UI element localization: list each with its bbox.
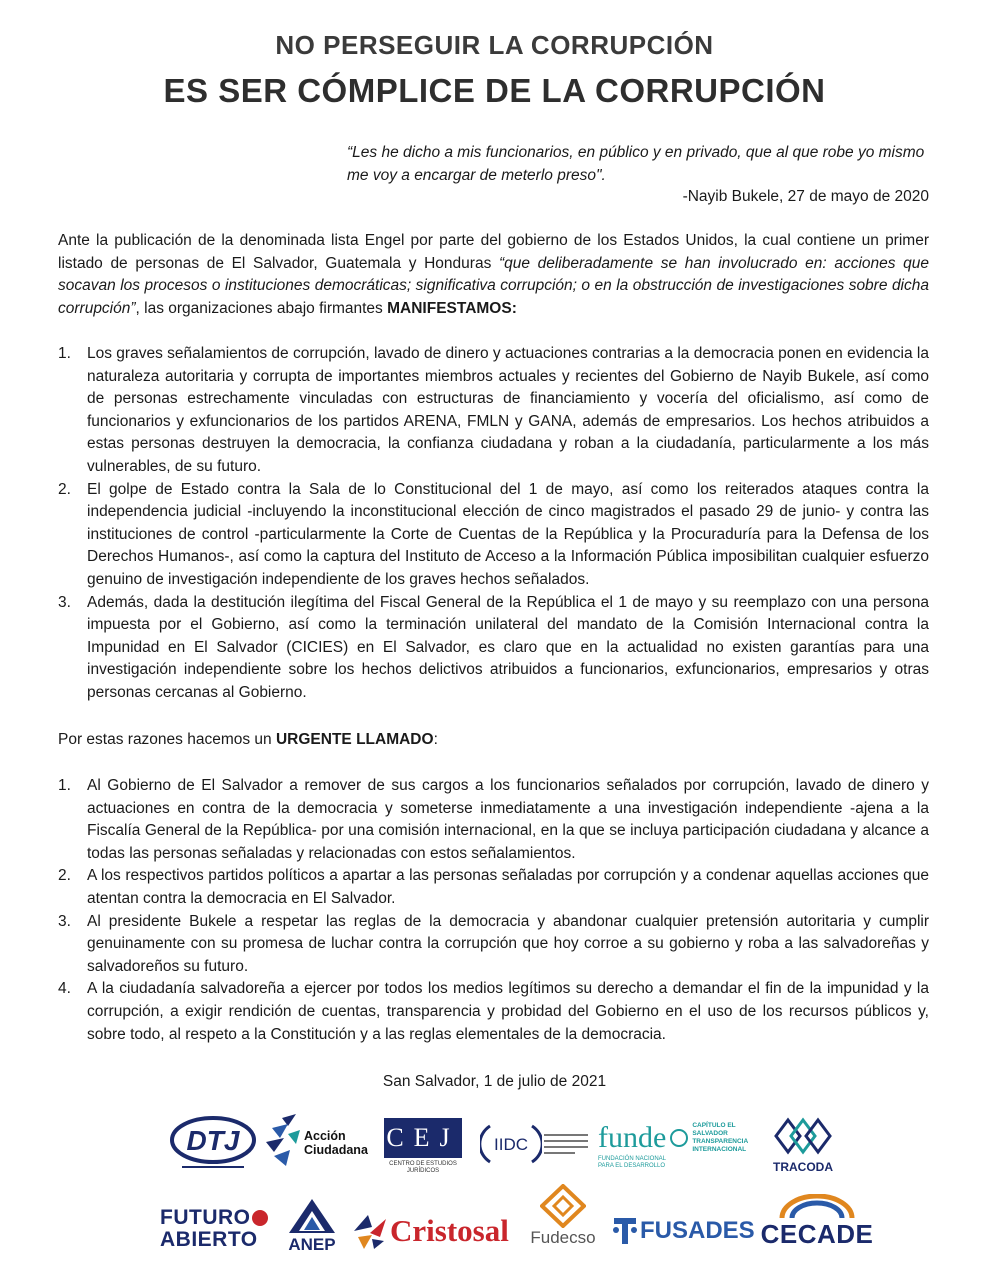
tracoda-text: TRACODA: [773, 1160, 833, 1174]
list-number: 2.: [58, 867, 71, 885]
cecade-text: CECADE: [760, 1219, 874, 1249]
cej-subtitle: CENTRO DE ESTUDIOS JURÍDICOS: [389, 1160, 457, 1174]
logo-accion-ciudadana: [262, 1110, 370, 1176]
logo-futuro-abierto: [160, 1204, 268, 1254]
call-paragraph: [58, 729, 929, 752]
list-item-text: Al Gobierno de El Salvador a remover de sus cargos a los funcionarios señalados por corrupción, lavado de dinero y actuaciones en contra de la democracia y someterse inmediatamente a una investigación independiente -ajena a la Fiscalía General de la República- por una comisión internacional, en la que se incluya participación ciudadana y alcance a todas las personas señaladas y relacionadas con estos señalamientos.: [87, 777, 929, 862]
cecade-sun-emblem: [772, 1194, 862, 1220]
list-item-text: A la ciudadanía salvadoreña a ejercer por todos los medios legítimos su derecho a demandar el fin de la impunidad y la corrupción, a exigir rendición de cuentas, transparencia y probidad del Gobierno en el uso de los recursos públicos y, sobre todo, al respeto a la Constitución y a las reglas elementales de la democracia.: [87, 980, 929, 1043]
logo-cej: [382, 1111, 464, 1181]
tracoda-emblem: [772, 1116, 834, 1160]
logo-tracoda: [766, 1112, 840, 1178]
logo-cristosal: [350, 1208, 516, 1254]
anep-text: ANEP: [288, 1235, 336, 1254]
list-item-text: Además, dada la destitución ilegítima del Fiscal General de la República el 1 de mayo y su reemplazo con una persona impuesta por el Gobierno, así como la terminación unilateral del mandato de la Comisión Internacional contra la Impunidad en El Salvador (CICIES) en El Salvador, es claro que en la actualidad no existen garantías para una investigación independiente sobre los hechos delictivos atribuidos a funcionarios, exfuncionarios, empresarios y otras personas cercanas al Gobierno.: [87, 593, 929, 701]
logo-dtj: [168, 1113, 258, 1175]
dtj-text: DTJ: [186, 1125, 240, 1156]
place-date: San Salvador, 1 de julio de 2021: [382, 1073, 607, 1090]
fudecso-emblem: [540, 1184, 586, 1228]
abierto-text: ABIERTO: [160, 1228, 258, 1251]
fudecso-text: Fudecso: [530, 1228, 596, 1247]
futuro-dot-icon: [252, 1210, 268, 1226]
list-number: 3.: [58, 912, 71, 930]
cristosal-emblem: [350, 1211, 388, 1251]
anep-emblem: [287, 1197, 337, 1235]
logo-cecade: [760, 1188, 874, 1254]
manifest-list: [58, 343, 929, 705]
list-item-text: Al presidente Bukele a respetar las reglas de la democracia y abandonar cualquier pretensión autoritaria y cumplir genuinamente con su promesa de luchar contra la corrupción que hoy corroe a su gobierno y roba a las salvadoreñas y salvadoreños su futuro.: [87, 912, 929, 975]
logo-iidc: [480, 1118, 590, 1170]
dtj-emblem: [168, 1113, 258, 1175]
call-bold: URGENTE LLAMADO: [275, 731, 434, 748]
intro-italic-quote: “que deliberadamente se han involucrado en: acciones que socavan los procesos o instituciones democráticas; significativa corrupción; o en la obstrucción de investigaciones sobre dicha corrupción”: [58, 254, 929, 317]
accion-line-2: Ciudadana: [304, 1143, 368, 1157]
list-number: 1.: [58, 345, 71, 362]
iidc-text: IIDC: [494, 1135, 528, 1154]
cej-boxes: [384, 1118, 462, 1158]
intro-manifestamos: MANIFESTAMOS:: [387, 299, 517, 317]
accion-ciudadana-emblem: [262, 1112, 302, 1174]
list-item: [58, 343, 929, 479]
cej-text: CEJ: [384, 1118, 462, 1158]
intro-paragraph: [58, 230, 929, 320]
list-number: 3.: [58, 593, 71, 611]
logo-anep: [280, 1196, 344, 1256]
list-item: [58, 911, 929, 979]
funde-subtitle: FUNDACIÓN NACIONAL PARA EL DESARROLLO: [598, 1156, 666, 1169]
call-suffix: :: [433, 731, 438, 748]
futuro-text: FUTURO: [160, 1206, 251, 1229]
list-item: [58, 479, 929, 592]
ti-circle-icon: [670, 1129, 688, 1147]
quote-author: -Nayib Bukele, 27 de mayo de 2020: [682, 188, 929, 205]
list-number: 2.: [58, 480, 71, 498]
logo-fusades: [612, 1212, 758, 1250]
iidc-emblem: [480, 1118, 542, 1170]
funde-text: funde: [598, 1121, 667, 1154]
list-item: [58, 775, 929, 865]
list-number: 4.: [58, 980, 71, 998]
quote-text: “Les he dicho a mis funcionarios, en público y en privado, que al que robe yo mismo me voy a encargar de meterlo preso".: [347, 144, 925, 184]
ti-text: CAPÍTULO EL SALVADOR TRANSPARENCIA INTERNACIONAL: [692, 1122, 748, 1153]
fusades-text: FUSADES: [640, 1217, 755, 1244]
title-line-2: ES SER CÓMPLICE DE LA CORRUPCIÓN: [163, 72, 826, 109]
iidc-small-lines: [544, 1130, 588, 1158]
cristosal-text: Cristosal: [390, 1213, 509, 1248]
list-item-text: El golpe de Estado contra la Sala de lo Constitucional del 1 de mayo, así como los reiterados ataques contra la independencia judicial -incluyendo la inconstitucional elección de cinco magistrados el pasado 29 de junio- y contra las instituciones de control -particularmente la Corte de Cuentas de la República y la Procuraduría para la Defensa de los Derechos Humanos-, así como la captura del Instituto de Acceso a la Información Pública imposibilitan cualquier esfuerzo genuino de investigación independiente de los graves hechos señalados.: [87, 480, 929, 588]
accion-line-1: Acción: [304, 1129, 346, 1143]
call-prefix: Por estas razones hacemos un: [58, 731, 276, 748]
list-item: [58, 592, 929, 705]
intro-text-2: , las organizaciones abajo firmantes: [135, 299, 388, 317]
list-item-text: Los graves señalamientos de corrupción, lavado de dinero y actuaciones contrarias a la democracia ponen en evidencia la naturaleza autoritaria y corrupta de importantes miembros actuales y recientes del Gobierno de Nayib Bukele, así como de personas estrechamente vinculadas con estructuras de financiamiento y vocería del oficialismo, así como de funcionarios y exfuncionarios de los partidos ARENA, FMLN y GANA, además de empresarios. Los hechos atribuidos a estas personas destruyen la democracia, la confianza ciudadana y roban a la ciudadanía, particularmente a los más vulnerables, de su futuro.: [87, 345, 929, 475]
logo-funde: [598, 1120, 750, 1172]
list-item: [58, 865, 929, 910]
logo-fudecso: [520, 1176, 606, 1256]
call-list: [58, 775, 929, 1046]
intro-text-1: Ante la publicación de la denominada lista Engel por parte del gobierno de los Estados Unidos, la cual contiene un primer listado de personas de El Salvador, Guatemala y Honduras: [58, 232, 929, 272]
list-item: [58, 978, 929, 1046]
title-line-1: NO PERSEGUIR LA CORRUPCIÓN: [275, 30, 714, 60]
list-number: 1.: [58, 777, 71, 794]
fusades-emblem: [612, 1216, 638, 1246]
list-item-text: A los respectivos partidos políticos a apartar a las personas señaladas por corrupción y a condenar aquellas acciones que atentan contra la democracia en El Salvador.: [87, 867, 929, 907]
